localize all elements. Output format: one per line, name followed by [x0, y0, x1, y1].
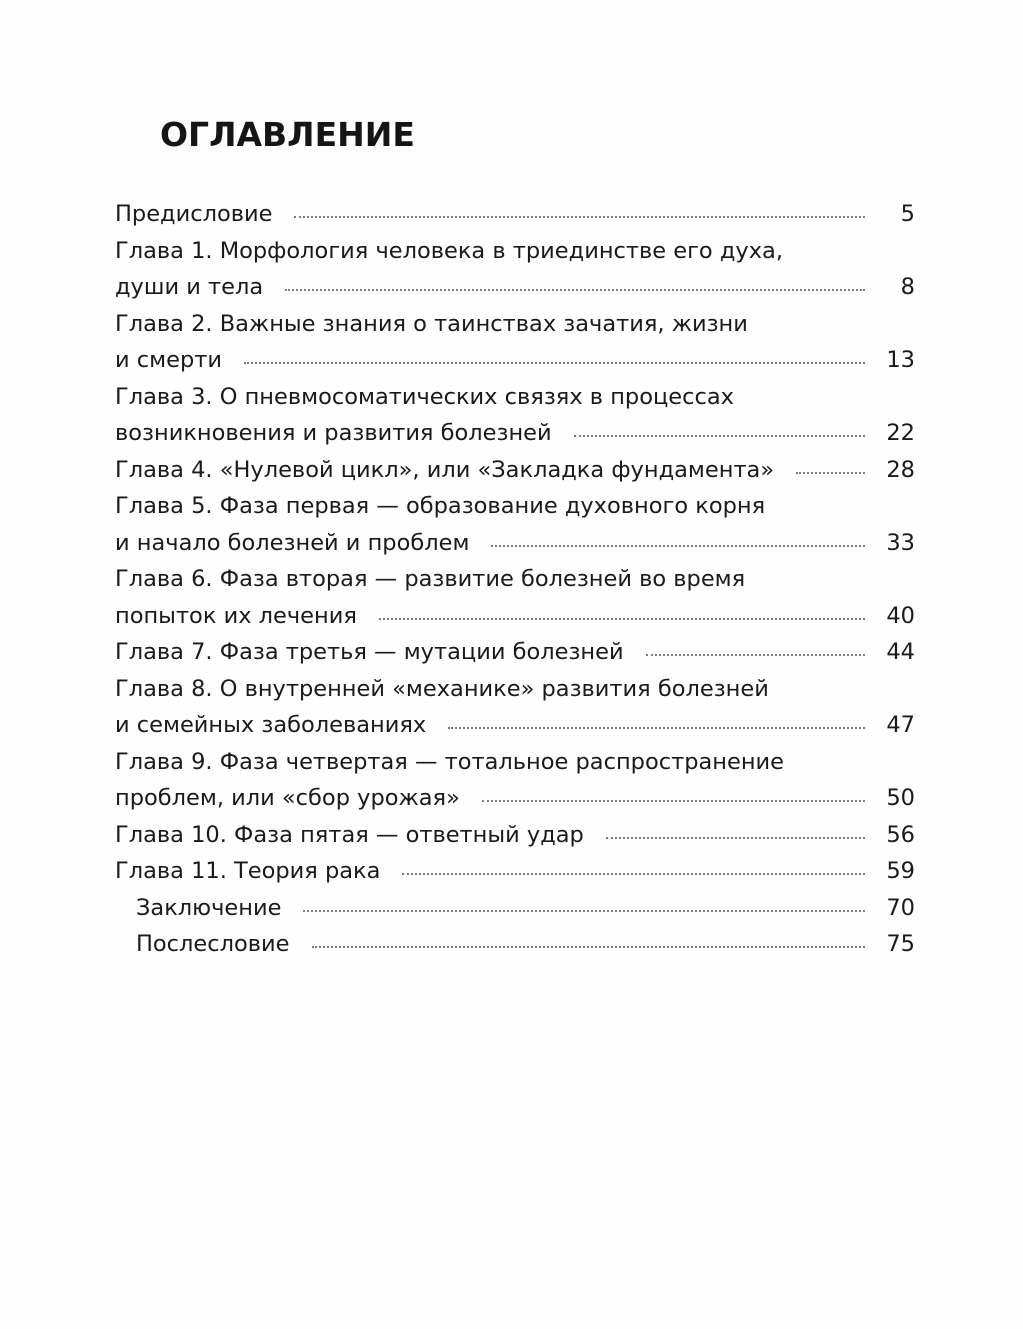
dot-leader: [574, 435, 865, 437]
toc-entry-title: проблем, или «сбор урожая»: [115, 785, 460, 811]
toc-page-number: 40: [886, 602, 915, 629]
toc-entry-line: [115, 196, 915, 233]
table-of-contents: [115, 196, 915, 963]
dot-leader: [448, 727, 865, 729]
toc-entry-title: и семейных заболеваниях: [115, 712, 427, 738]
toc-entry-line: [115, 342, 915, 379]
toc-entry-line: [115, 561, 915, 598]
toc-entry-title: Глава 7. Фаза третья — мутации болезней: [115, 639, 624, 665]
toc-entry-title: Глава 11. Теория рака: [115, 858, 381, 884]
toc-entry-title: и смерти: [115, 347, 222, 373]
toc-entry: [115, 890, 915, 927]
toc-entry: [115, 817, 915, 854]
toc-entry-title: Заключение: [136, 894, 282, 921]
dot-leader: [285, 289, 865, 291]
toc-entry-title: возникновения и развития болезней: [115, 420, 552, 446]
toc-entry-title: Глава 6. Фаза вторая — развитие болезней во время: [115, 566, 746, 592]
toc-entry-line: [115, 634, 915, 671]
toc-entry-line: [115, 488, 915, 525]
toc-page-number: 33: [886, 529, 915, 556]
toc-entry-line: [115, 525, 915, 562]
toc-page-number: 50: [886, 785, 915, 811]
dot-leader: [491, 545, 865, 547]
toc-entry-line: [115, 269, 915, 306]
dot-leader: [303, 910, 865, 912]
toc-entry-title: Глава 10. Фаза пятая — ответный удар: [115, 821, 584, 848]
toc-entry-title: Послесловие: [136, 931, 290, 957]
toc-entry: [115, 306, 915, 379]
toc-entry: [115, 561, 915, 634]
toc-entry: [115, 853, 915, 890]
toc-entry-line: [115, 926, 915, 963]
toc-entry-line: [115, 671, 915, 708]
dot-leader: [646, 654, 865, 656]
toc-page-number: 22: [886, 420, 915, 446]
toc-page-number: 44: [886, 639, 915, 665]
toc-entry-line: [115, 379, 915, 416]
toc-entry-title: Глава 3. О пневмосоматических связях в процессах: [115, 383, 734, 410]
toc-page-number: 70: [886, 894, 915, 921]
page-title: ОГЛАВЛЕНИЕ: [160, 115, 415, 154]
toc-entry-line: [115, 817, 915, 854]
toc-entry-title: Глава 1. Морфология человека в триединстве его духа,: [115, 237, 783, 264]
toc-entry-line: [115, 233, 915, 270]
toc-entry: [115, 488, 915, 561]
toc-entry-title: души и тела: [115, 274, 264, 300]
toc-entry: [115, 634, 915, 671]
dot-leader: [312, 946, 865, 948]
dot-leader: [606, 837, 865, 839]
toc-entry-line: [115, 890, 915, 927]
toc-page-number: 8: [900, 274, 915, 300]
toc-entry-title: Глава 4. «Нулевой цикл», или «Закладка фундамента»: [115, 456, 775, 483]
toc-entry: [115, 744, 915, 817]
dot-leader: [244, 362, 865, 364]
toc-page-number: 5: [900, 201, 915, 227]
toc-page-number: 75: [886, 931, 915, 957]
toc-entry-line: [115, 598, 915, 635]
toc-entry-line: [115, 306, 915, 343]
toc-entry-line: [115, 853, 915, 890]
dot-leader: [379, 618, 865, 620]
toc-entry: [115, 926, 915, 963]
toc-entry: [115, 233, 915, 306]
toc-entry: [115, 379, 915, 452]
dot-leader: [796, 472, 865, 474]
toc-entry: [115, 452, 915, 489]
toc-entry-title: Глава 9. Фаза четвертая — тотальное распространение: [115, 748, 784, 775]
toc-entry-title: Глава 2. Важные знания о таинствах зачатия, жизни: [115, 310, 748, 337]
toc-entry-title: и начало болезней и проблем: [115, 529, 470, 556]
toc-entry-line: [115, 780, 915, 817]
toc-entry-title: Глава 8. О внутренней «механике» развития болезней: [115, 675, 769, 702]
toc-page-number: 56: [886, 821, 915, 848]
toc-entry-line: [115, 744, 915, 781]
toc-entry-line: [115, 415, 915, 452]
toc-entry-line: [115, 452, 915, 489]
toc-entry-title: Предисловие: [115, 201, 273, 227]
toc-entry: [115, 671, 915, 744]
toc-page-number: 13: [886, 347, 915, 373]
toc-entry-title: попыток их лечения: [115, 602, 357, 629]
toc-entry: [115, 196, 915, 233]
toc-entry-line: [115, 707, 915, 744]
toc-page-number: 47: [886, 712, 915, 738]
toc-entry-title: Глава 5. Фаза первая — образование духовного корня: [115, 493, 766, 519]
dot-leader: [482, 800, 865, 802]
dot-leader: [294, 216, 865, 218]
toc-page-number: 59: [886, 858, 915, 884]
toc-page-number: 28: [886, 456, 915, 483]
dot-leader: [402, 873, 865, 875]
